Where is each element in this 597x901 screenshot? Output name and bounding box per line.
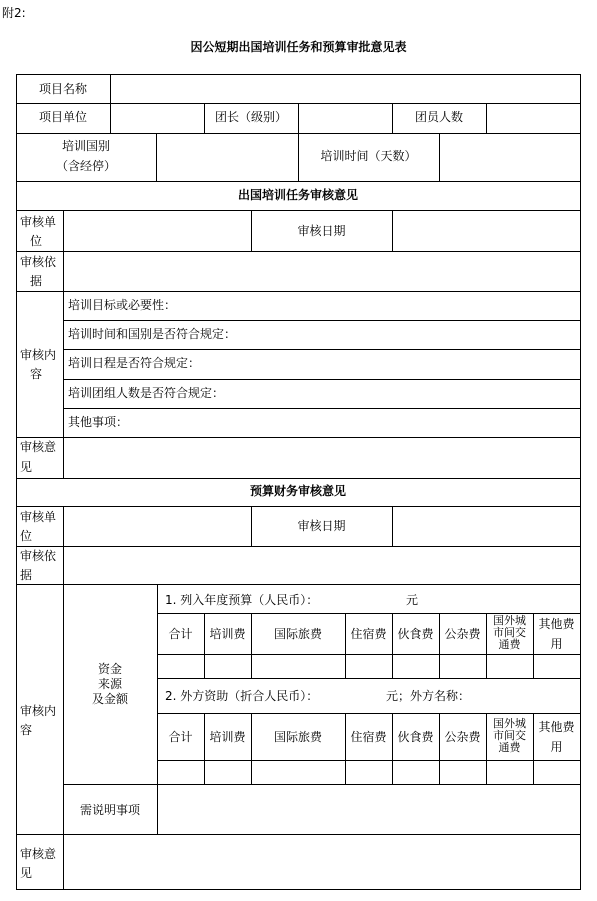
table-rule — [345, 713, 346, 785]
table-rule — [16, 506, 581, 507]
table-rule — [392, 613, 393, 679]
task-opinion-label-1: 审核意 — [20, 440, 57, 454]
table-rule — [439, 613, 440, 679]
foreign-funding-label: 2. 外方资助（折合人民币）： — [165, 689, 319, 703]
fund-source-label-3: 及金额 — [91, 692, 128, 706]
expense-col-city-transport-2: 市间交 — [493, 626, 526, 639]
table-rule — [16, 291, 581, 292]
table-rule — [16, 834, 581, 835]
table-rule — [251, 713, 252, 785]
table-rule — [157, 760, 581, 761]
budget-opinion-label-1: 审核意 — [20, 847, 57, 861]
table-rule — [157, 678, 581, 679]
table-rule — [63, 291, 64, 479]
expense-col-training: 培训费 — [209, 730, 246, 744]
expense-col-travel: 国际旅费 — [273, 730, 322, 744]
table-rule — [63, 379, 581, 380]
country-label-2: （含经停） — [55, 159, 116, 173]
annual-budget-unit: 元 — [406, 593, 419, 607]
budget-unit-label-1: 审核单 — [20, 510, 57, 524]
table-rule — [392, 713, 393, 785]
project-name-label: 项目名称 — [38, 82, 87, 96]
budget-section-heading: 预算财务审核意见 — [249, 484, 346, 498]
leader-label: 团长（级别） — [214, 110, 287, 124]
table-rule — [204, 713, 205, 785]
annual-budget-label: 1. 列入年度预算（人民币）： — [165, 593, 319, 607]
table-rule — [16, 889, 581, 890]
expense-col-lodging: 住宿费 — [350, 730, 387, 744]
expense-col-misc: 公杂费 — [444, 730, 481, 744]
task-section-heading: 出国培训任务审核意见 — [237, 188, 358, 202]
table-rule — [16, 478, 581, 479]
table-rule — [16, 546, 581, 547]
task-opinion-label-2: 见 — [20, 460, 33, 474]
task-item: 培训时间和国别是否符合规定： — [68, 327, 237, 341]
budget-opinion-label-2: 见 — [20, 866, 33, 880]
task-item: 其他事项： — [68, 415, 129, 429]
fund-source-label-1: 资金 — [97, 662, 122, 676]
table-rule — [16, 210, 581, 211]
table-rule — [110, 74, 111, 134]
table-rule — [345, 613, 346, 679]
table-rule — [157, 654, 581, 655]
expense-col-total: 合计 — [168, 730, 193, 744]
expense-col-city-transport-1: 国外城 — [493, 614, 526, 627]
task-item: 培训团组人数是否符合规定： — [68, 386, 225, 400]
budget-content-label-1: 审核内 — [20, 704, 57, 718]
project-unit-label: 项目单位 — [38, 110, 87, 124]
expense-col-city-transport-1: 国外城 — [493, 717, 526, 730]
task-unit-label-1: 审核单 — [20, 215, 57, 229]
expense-col-other-1: 其他费 — [538, 617, 575, 631]
table-rule — [392, 506, 393, 547]
expense-col-training: 培训费 — [209, 627, 246, 641]
expense-col-city-transport-3: 通费 — [498, 741, 521, 754]
task-item: 培训日程是否符合规定： — [68, 356, 201, 370]
table-rule — [439, 133, 440, 182]
table-rule — [157, 584, 158, 835]
task-date-label: 审核日期 — [297, 224, 346, 238]
expense-col-city-transport-3: 通费 — [498, 638, 521, 651]
table-rule — [63, 210, 64, 292]
task-item: 培训目标或必要性： — [68, 298, 177, 312]
fund-source-label-2: 来源 — [97, 677, 122, 691]
table-rule — [63, 349, 581, 350]
table-rule — [439, 713, 440, 785]
expense-col-city-transport-2: 市间交 — [493, 729, 526, 742]
task-content-label-1: 审核内 — [20, 348, 57, 362]
expense-col-lodging: 住宿费 — [350, 627, 387, 641]
form-title: 因公短期出国培训任务和预算审批意见表 — [190, 40, 407, 54]
budget-unit-label-2: 位 — [20, 529, 33, 543]
foreign-funding-unit: 元；外方名称： — [386, 689, 471, 703]
duration-label: 培训时间（天数） — [320, 149, 417, 163]
table-rule — [16, 251, 581, 252]
budget-content-label-2: 容 — [20, 723, 33, 737]
table-rule — [63, 320, 581, 321]
expense-col-other-2: 用 — [550, 637, 563, 651]
table-rule — [16, 437, 581, 438]
task-unit-label-2: 位 — [30, 234, 43, 248]
budget-date-label: 审核日期 — [297, 519, 346, 533]
member-count-label: 团员人数 — [414, 110, 463, 124]
budget-basis-label-1: 审核依 — [20, 549, 57, 563]
table-rule — [392, 210, 393, 252]
table-rule — [486, 103, 487, 134]
notes-label: 需说明事项 — [79, 803, 140, 817]
country-label-1: 培训国别 — [61, 139, 110, 153]
table-rule — [204, 613, 205, 679]
expense-col-meals: 伙食费 — [397, 627, 434, 641]
expense-col-other-1: 其他费 — [538, 720, 575, 734]
task-basis-label-2: 据 — [30, 274, 43, 288]
task-basis-label-1: 审核依 — [20, 255, 57, 269]
expense-col-misc: 公杂费 — [444, 627, 481, 641]
expense-col-other-2: 用 — [550, 740, 563, 754]
table-rule — [580, 74, 581, 890]
budget-basis-label-2: 据 — [20, 568, 33, 582]
table-rule — [63, 784, 158, 785]
table-rule — [157, 784, 581, 785]
expense-col-meals: 伙食费 — [397, 730, 434, 744]
task-content-label-2: 容 — [30, 367, 43, 381]
expense-col-total: 合计 — [168, 627, 193, 641]
table-rule — [63, 834, 64, 890]
table-rule — [156, 133, 157, 182]
table-rule — [63, 408, 581, 409]
annex-label: 附2: — [2, 6, 26, 20]
table-rule — [298, 103, 299, 134]
expense-col-travel: 国际旅费 — [273, 627, 322, 641]
table-rule — [16, 74, 581, 75]
table-rule — [157, 713, 581, 714]
table-rule — [251, 613, 252, 679]
table-rule — [16, 584, 581, 585]
